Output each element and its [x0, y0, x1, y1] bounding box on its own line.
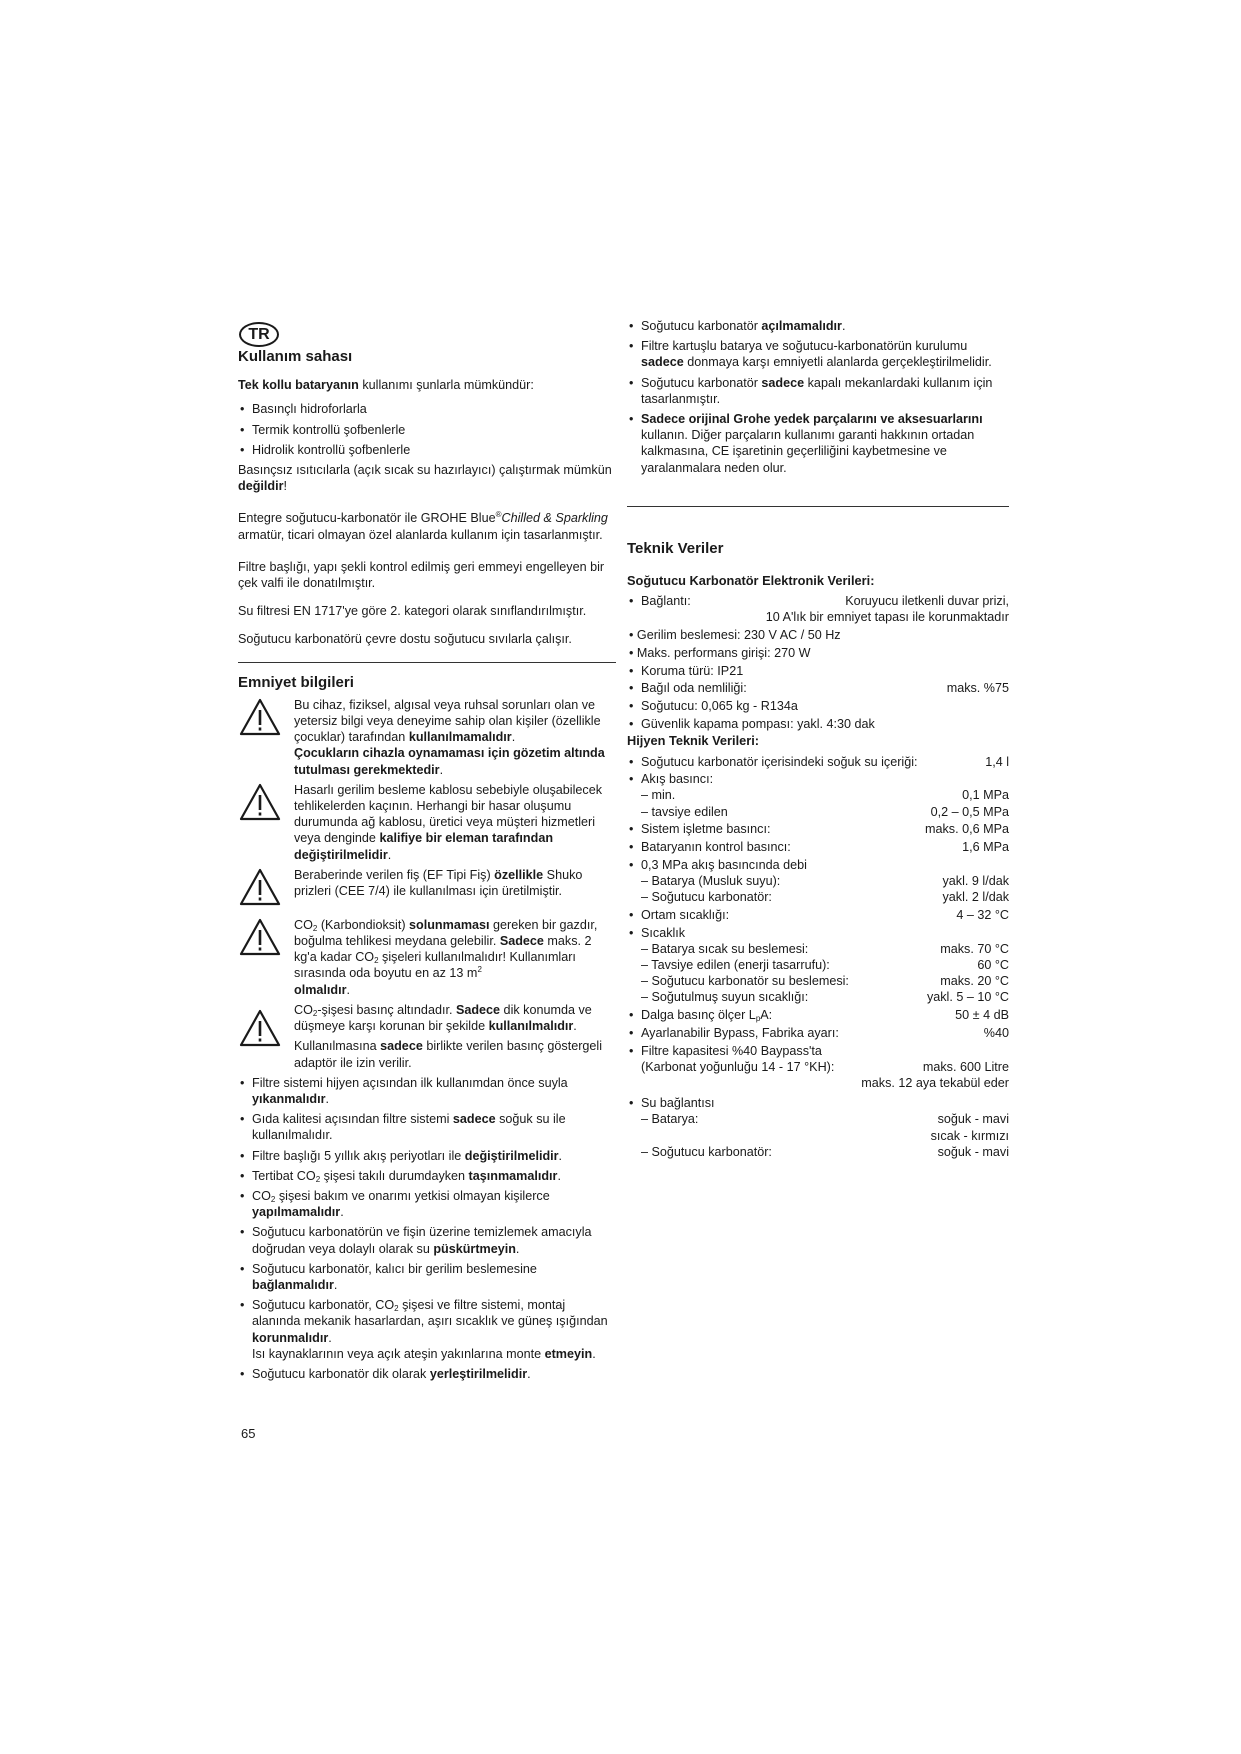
- usage-list: [238, 401, 616, 458]
- list-item: • Soğutucu karbonatör dik olarak yerleştirilmelidir.: [238, 1366, 616, 1382]
- warning-text: Beraberinde verilen fiş (EF Tipi Fiş) özellikle Shuko prizleri (CEE 7/4) ile kullanılması için üretilmiştir.: [294, 867, 583, 899]
- list-item: • Sistem işletme basıncı: maks. 0,6 MPa: [627, 821, 1009, 837]
- list-item: • Soğutucu karbonatörün ve fişin üzerine temizlemek amacıyla doğrudan veya dolaylı olarak su püskürtmeyin.: [238, 1224, 616, 1256]
- list-item: • Gerilim beslemesi: 230 V AC / 50 Hz: [629, 628, 841, 643]
- subheading-hygiene: Hijyen Teknik Verileri:: [627, 733, 760, 749]
- safety-list: [238, 1075, 616, 1382]
- list-item: • Soğutucu karbonatör sadece kapalı mekanlardaki kullanım için tasarlanmıştır.: [627, 375, 1009, 407]
- unpressurized-note: Basınçsız ısıtıcılarla (açık sıcak su hazırlayıcı) çalıştırmak mümkün değildir!: [238, 463, 612, 494]
- list-item: • 0,3 MPa akış basıncında debi – Batarya (Musluk suyu): yakl. 9 l/dak – Soğutucu karbonatör: yakl. 2 l/dak: [627, 857, 1009, 906]
- section-title-usage: Kullanım sahası: [238, 348, 353, 365]
- list-item: • Ortam sıcaklığı: 4 – 32 °C: [627, 907, 1009, 923]
- warning-block: [238, 782, 616, 863]
- list-item: • Tertibat $CO_2$ şişesi takılı durumdayken taşınmamalıdır.: [238, 1168, 616, 1184]
- list-item: • Soğutucu karbonatör, kalıcı bir gerilim beslemesine bağlanmalıdır.: [238, 1261, 616, 1293]
- list-item: • Filtre başlığı 5 yıllık akış periyotları ile değiştirilmelidir.: [238, 1148, 616, 1164]
- warning-block: [238, 697, 616, 778]
- warning-triangle-icon: [238, 1008, 282, 1048]
- list-item: • Akış basıncı: – min. 0,1 MPa – tavsiye edilen 0,2 – 0,5 MPa: [627, 771, 1009, 820]
- list-item: • Hidrolik kontrollü şofbenlerle: [238, 442, 616, 458]
- electronic-data-list: [627, 593, 1009, 625]
- list-item: • Sadece orijinal Grohe yedek parçalarını ve aksesuarlarını kullanın. Diğer parçaların kullanımı garanti hakkının ortadan kalkmasına, CE işaretinin geçerliliğini kaybetmesine ve yaralanmalara neden olur.: [627, 411, 1009, 476]
- warning-block: [238, 1002, 616, 1071]
- list-item: • Soğutucu karbonatör açılmamalıdır.: [627, 318, 1009, 334]
- list-item: • Bağlantı: Koruyucu iletkenli duvar prizi, 10 A'lık bir emniyet tapası ile korunmaktadır: [627, 593, 1009, 625]
- warning-text: Hasarlı gerilim besleme kablosu sebebiyle oluşabilecek tehlikelerden kaçının. Herhangi bir hasar oluşumu durumunda ağ kablosu, üretici veya müşteri hizmetleri veya denginde kalifiye bir eleman tarafından değiştirilmelidir.: [294, 782, 602, 862]
- page-number: 65: [241, 1426, 256, 1441]
- warning-triangle-icon: [238, 697, 282, 737]
- section-title-tech: Teknik Veriler: [627, 539, 724, 557]
- integrated-note: Entegre soğutucu-karbonatör ile GROHE Blue®Chilled & Sparkling armatür, ticari olmayan özel alanlarda kullanım için tasarlanmıştır.: [238, 510, 608, 542]
- list-item: • Sıcaklık – Batarya sıcak su beslemesi: maks. 70 °C – Tavsiye edilen (enerji tasarrufu): 60 °C – Soğutucu karbonatör su beslemesi: maks. 20 °C – Soğutulmuş suyun sıcaklığı: yakl. 5 – 10 °C: [627, 925, 1009, 1006]
- list-item: • Filtre kartuşlu batarya ve soğutucu-karbonatörün kurulumu sadece donmaya karşı emniyetli alanlarda gerçekleştirilmelidir.: [627, 338, 1009, 370]
- warning-block: [238, 917, 616, 998]
- electronic-data-list-2: [627, 627, 1009, 661]
- list-item: • Maks. performans girişi: 270 W: [629, 645, 811, 660]
- hygiene-data-list: [627, 754, 1009, 1160]
- warning-text: $CO_2$ (Karbondioksit) solunmaması gereken bir gazdır, boğulma tehlikesi meydana gelebilir. Sadece maks. 2 kg'a kadar $CO_2$ şişeleri kullanılmalıdır! Kullanımları sırasında oda boyutu en az 13 $m^2$ olmalıdır.: [294, 917, 598, 997]
- section-title-safety: Emniyet bilgileri: [238, 673, 354, 691]
- list-item: • Güvenlik kapama pompası: yakl. 4:30 dak: [627, 716, 1009, 732]
- list-item: • $CO_2$ şişesi bakım ve onarımı yetkisi olmayan kişilerce yapılmamalıdır.: [238, 1188, 616, 1220]
- list-item: • Soğutucu: 0,065 kg - R134a: [627, 698, 1009, 714]
- list-item: • Filtre sistemi hijyen açısından ilk kullanımdan önce suyla yıkanmalıdır.: [238, 1075, 616, 1107]
- divider: [627, 506, 1009, 507]
- list-item: • Soğutucu karbonatör içerisindeki soğuk su içeriği: 1,4 l: [627, 754, 1009, 770]
- list-item: • Bataryanın kontrol basıncı: 1,6 MPa: [627, 839, 1009, 855]
- warning-triangle-icon: [238, 917, 282, 957]
- language-badge: TR: [238, 322, 616, 347]
- list-item: • Basınçlı hidroforlarla: [238, 401, 616, 417]
- filter-head-note: Filtre başlığı, yapı şekli kontrol edilmiş geri emmeyi engelleyen bir çek valfi ile donatılmıştır.: [238, 559, 605, 591]
- warning-block: [238, 867, 616, 907]
- list-item: • Bağıl oda nemliliği: maks. %75: [627, 680, 1009, 696]
- water-filter-note: Su filtresi EN 1717'ye göre 2. kategori olarak sınıflandırılmıştır.: [238, 604, 587, 619]
- electronic-data-list-3: [627, 663, 1009, 732]
- list-item: • Dalga basınç ölçer $L_pA$: 50 ± 4 dB: [627, 1007, 1009, 1023]
- safety-list-continued: [627, 318, 1009, 476]
- right-column: [627, 318, 1009, 1161]
- divider: [238, 662, 616, 663]
- list-item: • Koruma türü: IP21: [627, 663, 1009, 679]
- subheading-electronic: Soğutucu Karbonatör Elektronik Verileri:: [627, 573, 875, 589]
- list-item: • Filtre kapasitesi %40 Baypass'ta (Karbonat yoğunluğu 14 - 17 °KH): maks. 600 Litre maks. 12 aya tekabül eder: [627, 1043, 1009, 1092]
- coolant-note: Soğutucu karbonatörü çevre dostu soğutucu sıvılarla çalışır.: [238, 632, 572, 647]
- list-item: • Termik kontrollü şofbenlerle: [238, 422, 616, 438]
- left-column: [238, 322, 616, 1386]
- warning-text: Bu cihaz, fiziksel, algısal veya ruhsal sorunları olan ve yetersiz bilgi veya deneyime sahip olan kişiler (özellikle çocuklar) tarafından kullanılmamalıdır. Çocukların cihazla oynamaması için gözetim altında tutulması gerekmektedir.: [294, 697, 605, 777]
- usage-intro: Tek kollu bataryanın kullanımı şunlarla mümkündür:: [238, 378, 534, 393]
- list-item: • Ayarlanabilir Bypass, Fabrika ayarı: %40: [627, 1025, 1009, 1041]
- warning-text: $CO_2$-şişesi basınç altındadır. Sadece dik konumda ve düşmeye karşı korunan bir şekilde kullanılmalıdır. Kullanılmasına sadece birlikte verilen basınç göstergeli adaptör ile izin verilir.: [294, 1002, 603, 1070]
- list-item: • Soğutucu karbonatör, $CO_2$ şişesi ve filtre sistemi, montaj alanında mekanik hasarlardan, aşırı sıcaklık ve güneş ışığından korunmalıdır. Isı kaynaklarının veya açık ateşin yakınlarına monte etmeyin.: [238, 1297, 616, 1362]
- warning-triangle-icon: [238, 782, 282, 822]
- warning-triangle-icon: [238, 867, 282, 907]
- list-item: • Su bağlantısı – Batarya: soğuk - mavi sıcak - kırmızı – Soğutucu karbonatör: soğuk - mavi: [627, 1095, 1009, 1160]
- list-item: • Gıda kalitesi açısından filtre sistemi sadece soğuk su ile kullanılmalıdır.: [238, 1111, 616, 1143]
